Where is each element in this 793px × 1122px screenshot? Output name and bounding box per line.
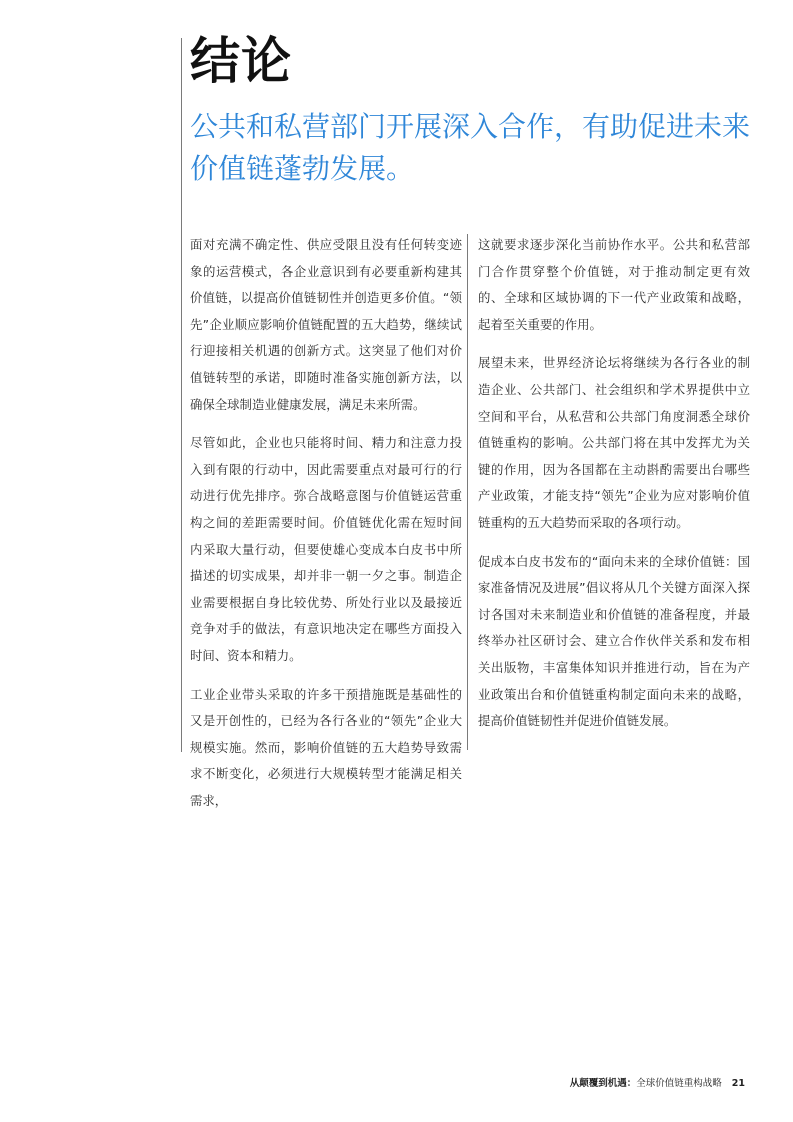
page-subtitle: 公共和私营部门开展深入合作，有助促进未来价值链蓬勃发展。 [190,110,751,185]
footer-report-title: 从颠覆到机遇： [569,1078,637,1089]
right-text-column [478,232,750,747]
page-title: 结论 [190,32,292,90]
column-divider-rule [467,234,468,750]
paragraph: 工业企业带头采取的许多干预措施既是基础性的又是开创性的，已经为各行各业的“领先”企业大规模实施。然而，影响价值链的五大趋势导致需求不断变化，必须进行大规模转型才能满足相关需求， [190,686,462,808]
paragraph: 尽管如此，企业也只能将时间、精力和注意力投入到有限的行动中，因此需要重点对最可行的行动进行优先排序。弥合战略意图与价值链运营重构之间的差距需要时间。价值链优化需在短时间内采取大量行动，但要使雄心变成本白皮书中所描述的切实成果，却并非一朝一夕之事。制造企业需要根据自身比较优势、所处行业以及最接近竞争对手的做法，有意识地决定在哪些方面投入时间、资本和精力。 [190,435,462,663]
left-text-column [190,232,462,826]
page-footer [570,1075,745,1089]
paragraph: 展望未来，世界经济论坛将继续为各行各业的制造企业、公共部门、社会组织和学术界提供中立空间和平台，从私营和公共部门角度洞悉全球价值链重构的影响。公共部门将在其中发挥尤为关键的作用，因为各国都在主动斟酌需要出台哪些产业政策，才能支持“领先”企业为应对影响价值链重构的五大趋势而采取的各项行动。 [478,355,750,530]
page-number: 21 [731,1078,745,1089]
paragraph: 这就要求逐步深化当前协作水平。公共和私营部门合作贯穿整个价值链，对于推动制定更有效的、全球和区域协调的下一代产业政策和战略，起着至关重要的作用。 [478,237,750,332]
paragraph: 促成本白皮书发布的“面向未来的全球价值链：国家准备情况及进展”倡议将从几个关键方面深入探讨各国对未来制造业和价值链的准备程度，并最终举办社区研讨会、建立合作伙伴关系和发布相关出版物，丰富集体知识并推进行动，旨在为产业政策出台和价值链重构制定面向未来的战略，提高价值链韧性并促进价值链发展。 [478,553,750,729]
footer-report-subtitle: 全球价值链重构战略 [636,1078,722,1089]
paragraph: 面对充满不确定性、供应受限且没有任何转变迹象的运营模式，各企业意识到有必要重新构建其价值链，以提高价值链韧性并创造更多价值。“领先”企业顺应影响价值链配置的五大趋势，继续试行迎接相关机遇的创新方式。这突显了他们对价值链转型的承诺，即随时准备实施创新方法，以确保全球制造业健康发展，满足未来所需。 [190,237,462,412]
left-vertical-rule [181,38,182,752]
